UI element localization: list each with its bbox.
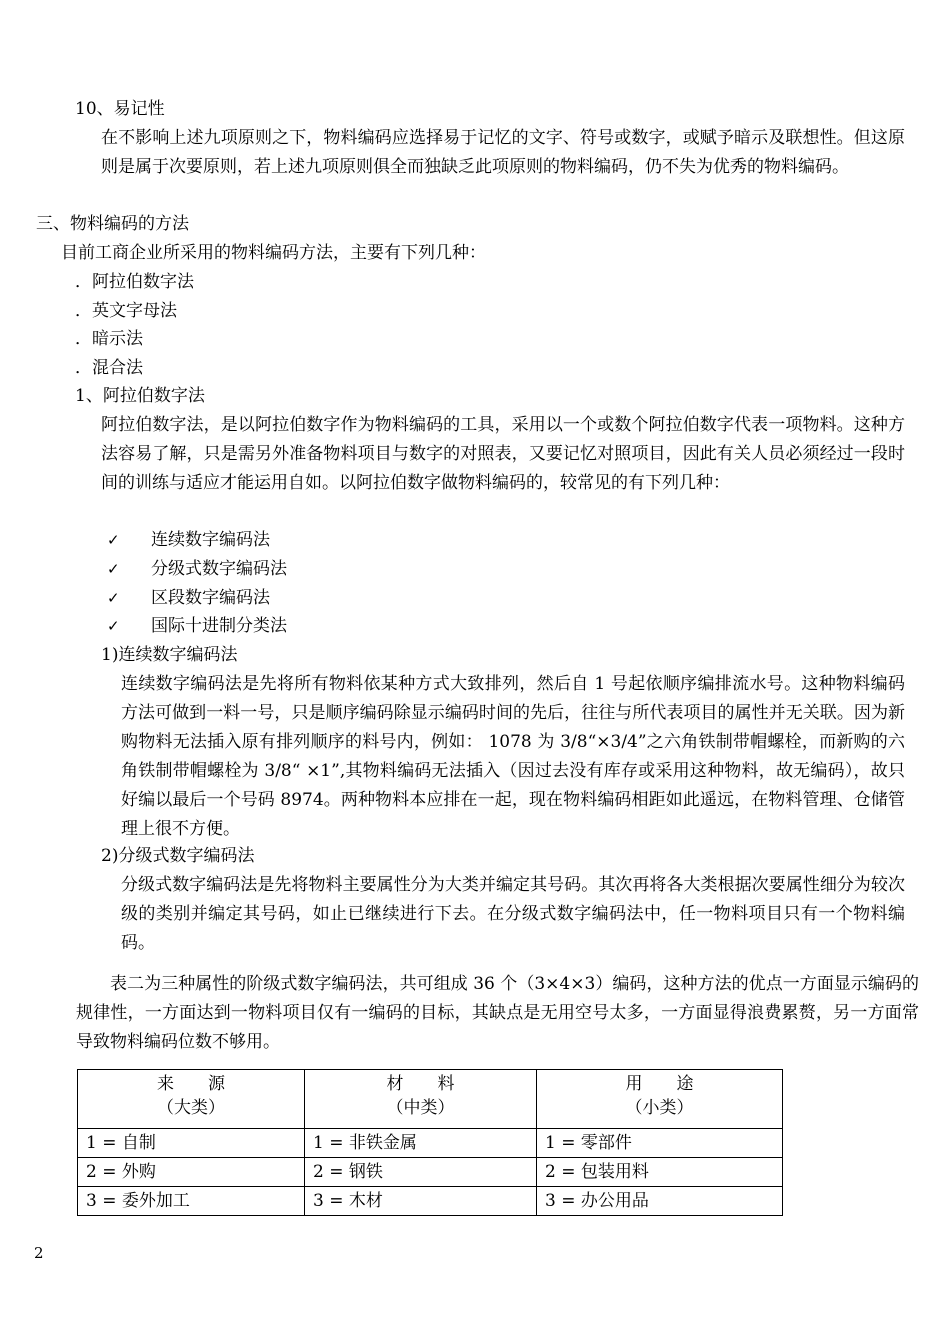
checklist-item <box>107 526 507 555</box>
header-sub: （大类） <box>157 1098 225 1118</box>
table-cell: 2 = 外购 <box>78 1158 305 1187</box>
table-cell: 2 = 钢铁 <box>305 1158 537 1187</box>
checklist-item-label: 连续数字编码法 <box>151 530 270 550</box>
table-cell: 1 = 自制 <box>78 1129 305 1158</box>
table-cell: 3 = 办公用品 <box>537 1187 783 1216</box>
table-cell: 3 = 木材 <box>305 1187 537 1216</box>
code-table <box>77 1069 783 1216</box>
method-item: ．英文字母法 <box>75 301 177 321</box>
checkmark-icon: ✓ <box>107 589 120 607</box>
checklist-item <box>107 584 507 613</box>
table-cell: 1 = 零部件 <box>537 1129 783 1158</box>
checklist-item-label: 分级式数字编码法 <box>151 559 287 579</box>
header-name: 材 料 <box>386 1074 455 1094</box>
table-header-row <box>78 1070 783 1129</box>
checkmark-icon: ✓ <box>107 560 120 578</box>
section-heading-coding-methods: 三、物料编码的方法 <box>36 214 189 234</box>
checklist-item-label: 国际十进制分类法 <box>151 616 287 636</box>
subheading-sequential-coding: 1)连续数字编码法 <box>101 645 238 665</box>
checklist-item-label: 区段数字编码法 <box>151 588 270 608</box>
table-header-cell <box>537 1070 783 1129</box>
header-sub: （中类） <box>386 1098 455 1118</box>
checkmark-icon: ✓ <box>107 617 120 635</box>
table-header-cell <box>305 1070 537 1129</box>
subheading-hierarchical-coding: 2)分级式数字编码法 <box>101 846 255 866</box>
checkmark-icon: ✓ <box>107 531 120 549</box>
body-sequential-coding: 连续数字编码法是先将所有物料依某种方式大致排列，然后自 1 号起依顺序编排流水号。这种物料编码方法可做到一料一号，只是顺序编码除显示编码时间的先后，往往与所代表项目的属性并无关联。因为新购物料无法插入原有排列顺序的料号内，例如： 1078 为 3/8“×3/4”之六角铁制带帽螺栓，而新购的六角铁制带帽螺栓为 3/8“ ×1”,其物料编码无法插入（因过去没有库存或采用这种物料，故无编码），故只好编以最后一个号码 8974。两种物料本应排在一起，现在物料编码相距如此遥远，在物料管理、仓储管理上很不方便。 <box>121 674 905 839</box>
table-row <box>78 1129 783 1158</box>
table-row <box>78 1187 783 1216</box>
header-name: 来 源 <box>157 1074 225 1094</box>
table-cell: 3 = 委外加工 <box>78 1187 305 1216</box>
table-cell: 2 = 包装用料 <box>537 1158 783 1187</box>
checklist-item <box>107 612 507 641</box>
method-item: ．混合法 <box>75 358 143 378</box>
method-item: ．暗示法 <box>75 329 143 349</box>
table-cell: 1 = 非铁金属 <box>305 1129 537 1158</box>
table-intro-paragraph: 表二为三种属性的阶级式数字编码法，共可组成 36 个（3×4×3）编码，这种方法的优点一方面显示编码的规律性，一方面达到一物料项目仅有一编码的目标，其缺点是无用空号太多，一方面显得浪费累赘，另一方面常导致物料编码位数不够用。 <box>76 974 919 1052</box>
method-item: ．阿拉伯数字法 <box>75 272 194 292</box>
section-heading-easy-memory: 10、易记性 <box>75 99 165 119</box>
table-row <box>78 1158 783 1187</box>
body-hierarchical-coding: 分级式数字编码法是先将物料主要属性分为大类并编定其号码。其次再将各大类根据次要属性细分为较次级的类别并编定其号码，如止已继续进行下去。在分级式数字编码法中，任一物料项目只有一个物料编码。 <box>121 875 905 953</box>
subsection-heading-arabic: 1、阿拉伯数字法 <box>75 386 205 406</box>
checklist-item <box>107 555 507 584</box>
page-number: 2 <box>34 1244 44 1262</box>
section-body-easy-memory: 在不影响上述九项原则之下，物料编码应选择易于记忆的文字、符号或数字，或赋予暗示及联想性。但这原则是属于次要原则，若上述九项原则俱全而独缺乏此项原则的物料编码，仍不失为优秀的物料编码。 <box>101 128 905 177</box>
header-name: 用 途 <box>625 1074 694 1094</box>
table-header-cell <box>78 1070 305 1129</box>
subsection-body-arabic: 阿拉伯数字法，是以阿拉伯数字作为物料编码的工具，采用以一个或数个阿拉伯数字代表一项物料。这种方法容易了解，只是需另外准备物料项目与数字的对照表，又要记忆对照项目，因此有关人员必须经过一段时间的训练与适应才能运用自如。以阿拉伯数字做物料编码的，较常见的有下列几种： <box>101 415 905 493</box>
coding-methods-intro: 目前工商企业所采用的物料编码方法，主要有下列几种： <box>61 243 486 263</box>
header-sub: （小类） <box>625 1098 694 1118</box>
